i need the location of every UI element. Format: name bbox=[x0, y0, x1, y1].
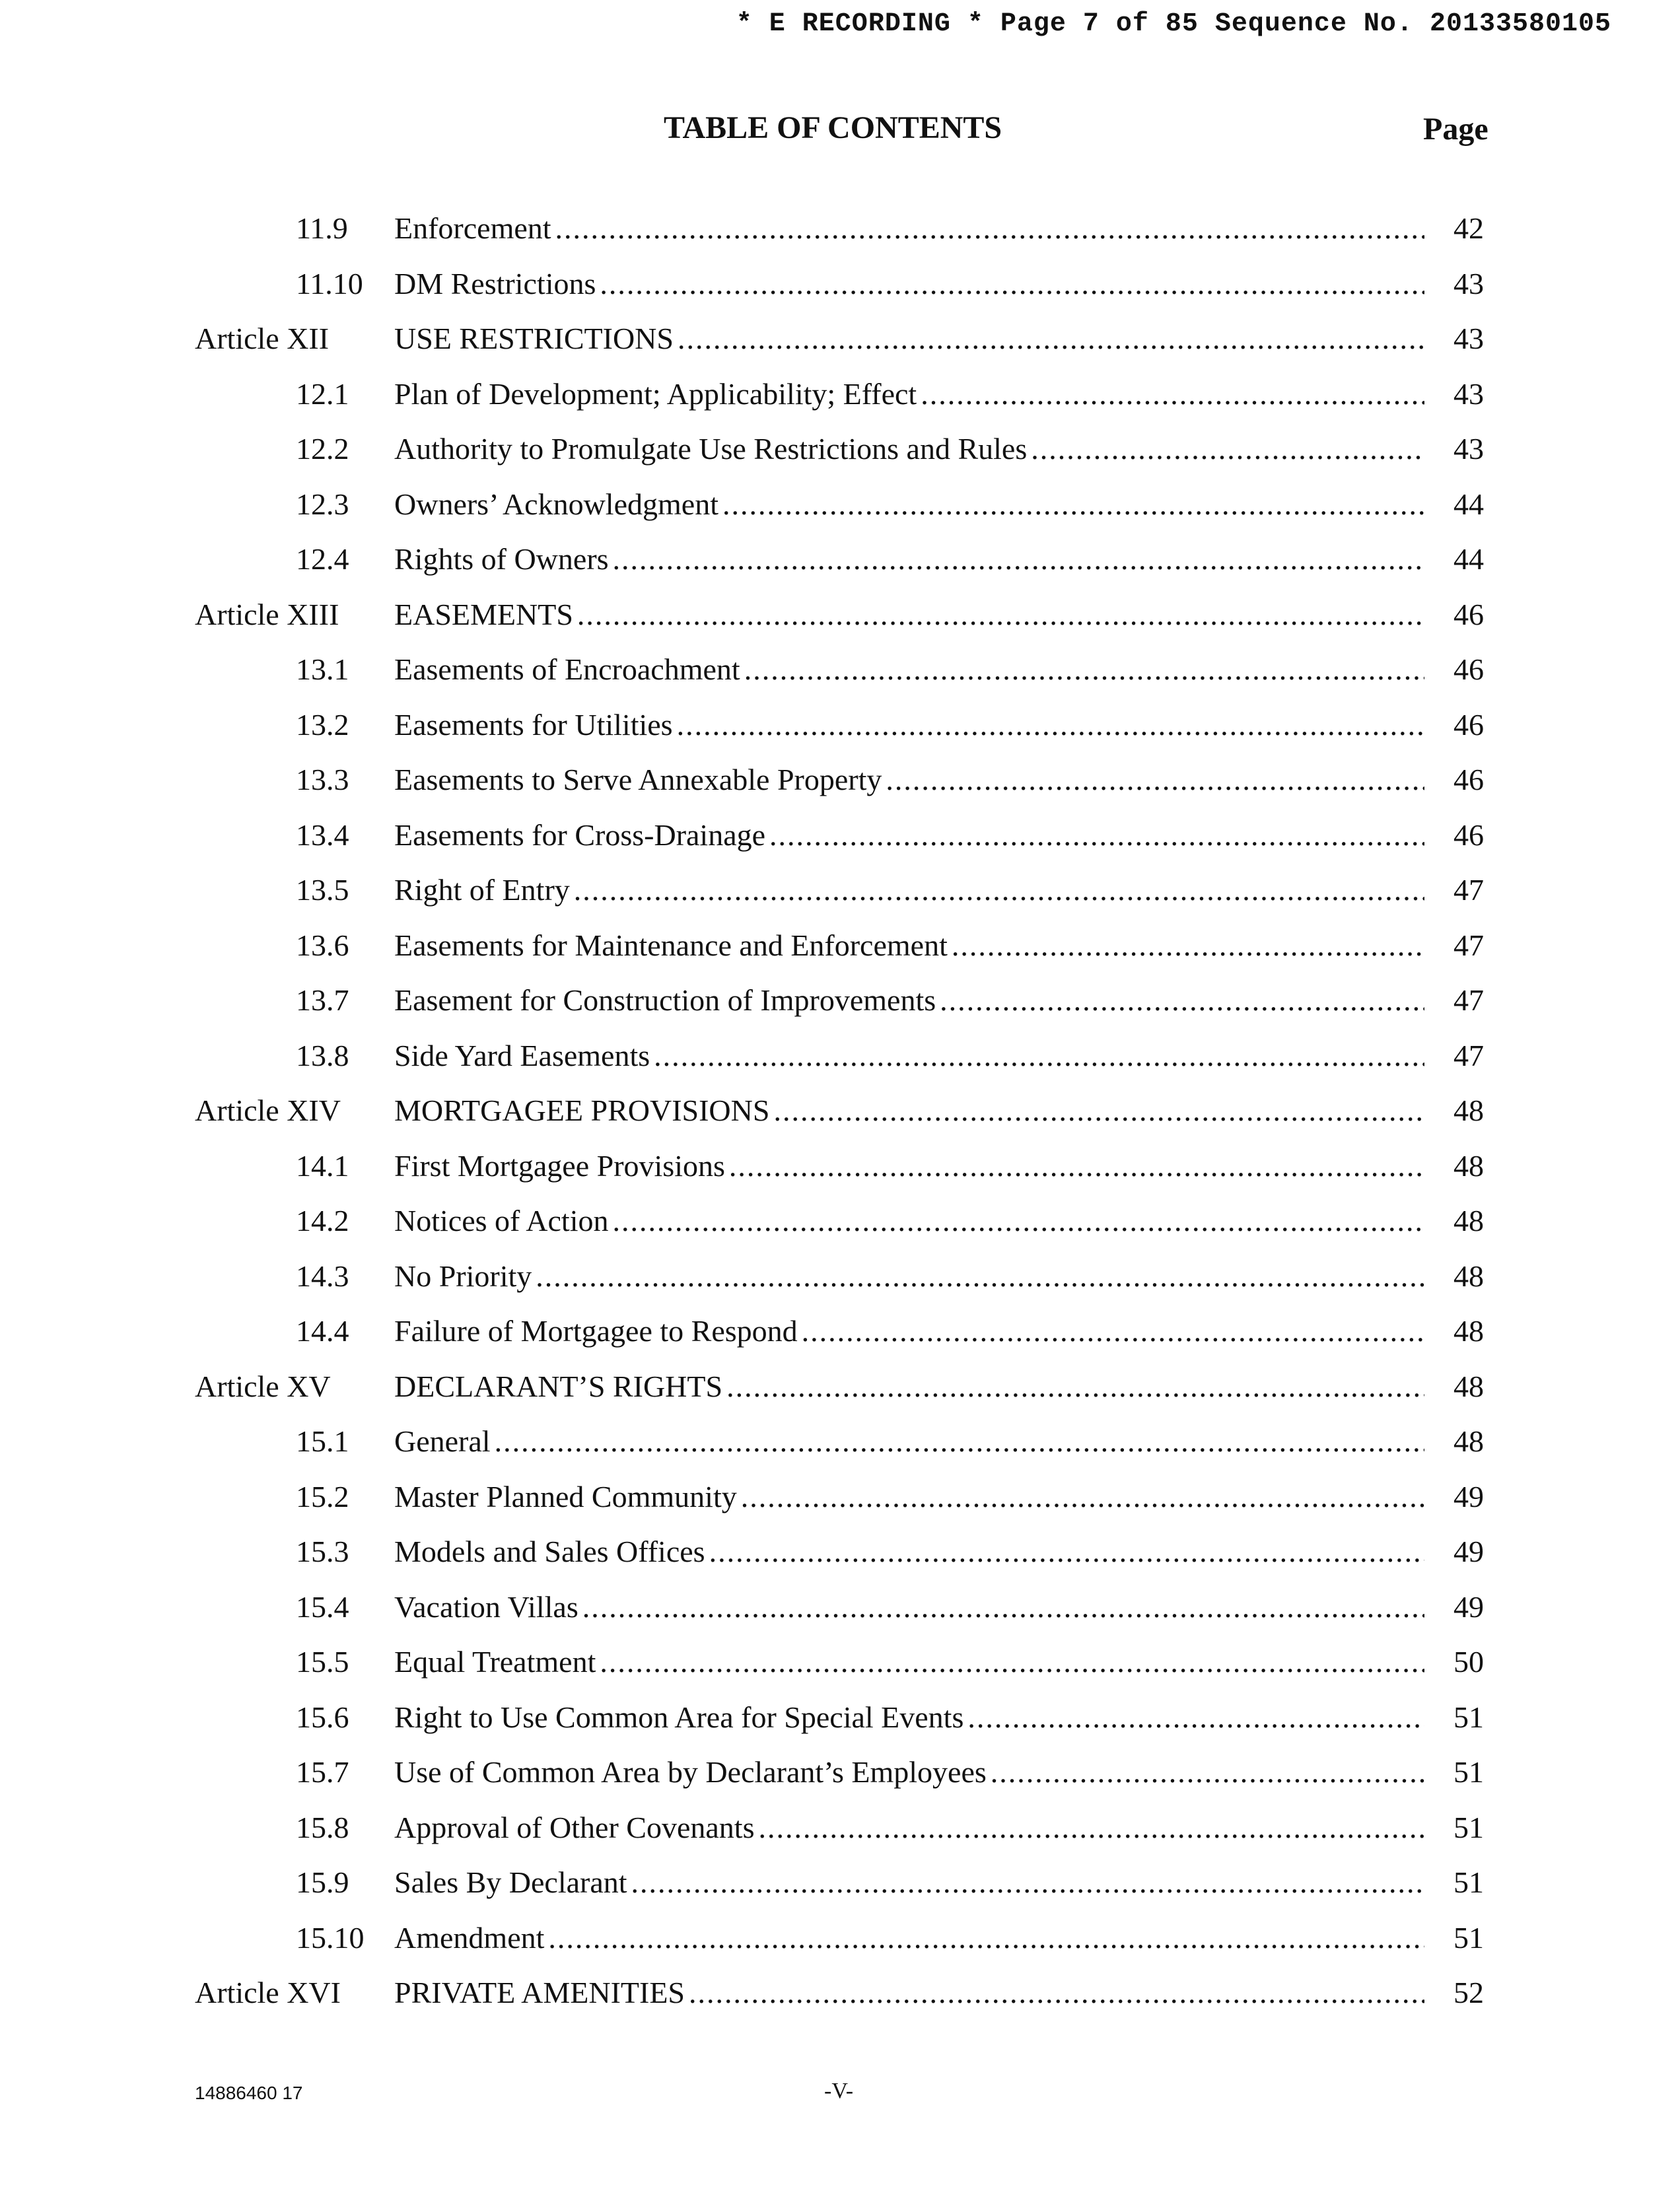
toc-section-row bbox=[0, 1532, 1680, 1587]
dot-leader bbox=[600, 264, 1424, 304]
toc-entry-number: Article XV bbox=[195, 1369, 331, 1403]
toc-entry-title: Right to Use Common Area for Special Events bbox=[394, 1698, 967, 1737]
toc-entry-number: 15.10 bbox=[296, 1920, 365, 1955]
toc-entry-title: Side Yard Easements bbox=[394, 1036, 654, 1076]
toc-section-row bbox=[0, 1863, 1680, 1918]
dot-leader bbox=[802, 1311, 1424, 1351]
toc-entry-leader bbox=[394, 816, 1424, 855]
toc-entry-leader bbox=[394, 1753, 1424, 1792]
toc-entry-page: 46 bbox=[1453, 817, 1484, 852]
toc-entry-number: 13.1 bbox=[296, 652, 349, 686]
toc-entry-page: 50 bbox=[1453, 1645, 1484, 1679]
toc-entry-leader bbox=[394, 1918, 1424, 1958]
toc-entry-page: 51 bbox=[1453, 1920, 1484, 1955]
toc-entry-number: 14.4 bbox=[296, 1314, 349, 1348]
toc-section-row bbox=[0, 209, 1680, 264]
toc-entry-leader bbox=[394, 429, 1424, 469]
toc-section-row bbox=[0, 374, 1680, 430]
dot-leader bbox=[613, 539, 1424, 579]
toc-entry-leader bbox=[394, 209, 1424, 248]
toc-entry-title: General bbox=[394, 1422, 495, 1461]
dot-leader bbox=[921, 374, 1424, 414]
toc-entry-number: 15.9 bbox=[296, 1865, 349, 1899]
toc-entry-page: 51 bbox=[1453, 1810, 1484, 1844]
toc-entry-number: 11.9 bbox=[296, 211, 348, 245]
toc-entry-number: 14.3 bbox=[296, 1259, 349, 1293]
toc-entry-page: 43 bbox=[1453, 322, 1484, 355]
toc-entry-title: Plan of Development; Applicability; Effect bbox=[394, 374, 921, 414]
toc-entry-number: 14.2 bbox=[296, 1204, 349, 1237]
toc-entry-number: 13.3 bbox=[296, 763, 349, 796]
toc-entry-number: 12.4 bbox=[296, 542, 349, 576]
toc-entry-leader bbox=[394, 650, 1424, 689]
toc-entry-leader bbox=[394, 760, 1424, 800]
toc-entry-page: 44 bbox=[1453, 487, 1484, 521]
toc-entry-number: Article XIV bbox=[195, 1094, 341, 1127]
toc-entry-title: Easements of Encroachment bbox=[394, 650, 744, 689]
toc-section-row bbox=[0, 429, 1680, 485]
toc-entry-title: PRIVATE AMENITIES bbox=[394, 1973, 689, 2013]
toc-entry-number: 15.1 bbox=[296, 1424, 349, 1458]
toc-section-row bbox=[0, 1257, 1680, 1312]
dot-leader bbox=[1031, 429, 1424, 469]
toc-entry-title: Easements for Maintenance and Enforcement bbox=[394, 926, 952, 965]
toc-section-row bbox=[0, 870, 1680, 926]
toc-section-row bbox=[0, 1698, 1680, 1753]
recording-header: * E RECORDING * Page 7 of 85 Sequence No. 20133580105 bbox=[736, 9, 1611, 39]
toc-section-row bbox=[0, 539, 1680, 595]
toc-article-row bbox=[0, 1973, 1680, 2029]
toc-entry-leader bbox=[394, 1532, 1424, 1572]
toc-entry-page: 42 bbox=[1453, 211, 1484, 245]
toc-section-row bbox=[0, 650, 1680, 705]
toc-entry-page: 47 bbox=[1453, 1038, 1484, 1072]
toc-entry-title: USE RESTRICTIONS bbox=[394, 319, 678, 359]
toc-entry-number: 15.3 bbox=[296, 1535, 349, 1568]
toc-entry-title: Easements for Cross-Drainage bbox=[394, 816, 769, 855]
footer-doc-number: 14886460 17 bbox=[195, 2083, 303, 2103]
dot-leader bbox=[654, 1036, 1424, 1076]
toc-entry-title: EASEMENTS bbox=[394, 595, 577, 635]
dot-leader bbox=[769, 816, 1424, 855]
toc-entry-page: 49 bbox=[1453, 1589, 1484, 1624]
toc-section-row bbox=[0, 926, 1680, 981]
toc-entry-title: Easements for Utilities bbox=[394, 705, 677, 745]
toc-entry-number: 11.10 bbox=[296, 266, 363, 300]
dot-leader bbox=[709, 1532, 1424, 1572]
toc-entry-page: 46 bbox=[1453, 652, 1484, 686]
toc-entry-title: Right of Entry bbox=[394, 870, 574, 910]
dot-leader bbox=[744, 650, 1424, 689]
toc-entry-page: 48 bbox=[1453, 1148, 1484, 1183]
page-title: TABLE OF CONTENTS bbox=[664, 110, 1002, 145]
toc-entry-leader bbox=[394, 1257, 1424, 1296]
toc-section-row bbox=[0, 1808, 1680, 1863]
toc-section-row bbox=[0, 1587, 1680, 1643]
toc-entry-page: 49 bbox=[1453, 1535, 1484, 1568]
toc-article-row bbox=[0, 319, 1680, 374]
toc-entry-leader bbox=[394, 1642, 1424, 1682]
toc-entry-title: Owners’ Acknowledgment bbox=[394, 485, 722, 524]
toc-entry-title: Equal Treatment bbox=[394, 1642, 600, 1682]
toc-entry-number: 13.2 bbox=[296, 707, 349, 742]
toc-entry-title: MORTGAGEE PROVISIONS bbox=[394, 1091, 773, 1130]
toc-section-row bbox=[0, 1477, 1680, 1533]
dot-leader bbox=[678, 319, 1424, 359]
toc-entry-title: Master Planned Community bbox=[394, 1477, 741, 1517]
dot-leader bbox=[773, 1091, 1424, 1130]
toc-entry-leader bbox=[394, 1422, 1424, 1461]
dot-leader bbox=[940, 981, 1424, 1020]
dot-leader bbox=[722, 485, 1424, 524]
toc-entry-number: 15.5 bbox=[296, 1645, 349, 1679]
toc-entry-page: 47 bbox=[1453, 928, 1484, 962]
dot-leader bbox=[600, 1642, 1424, 1682]
toc-entry-title: Easements to Serve Annexable Property bbox=[394, 760, 886, 800]
toc-section-row bbox=[0, 1422, 1680, 1477]
toc-entry-number: 12.2 bbox=[296, 432, 349, 466]
toc-entry-page: 51 bbox=[1453, 1865, 1484, 1899]
toc-section-row bbox=[0, 981, 1680, 1036]
toc-entry-leader bbox=[394, 1863, 1424, 1902]
dot-leader bbox=[677, 705, 1424, 745]
toc-entry-leader bbox=[394, 374, 1424, 414]
page-column-heading: Page bbox=[1423, 112, 1488, 147]
toc-section-row bbox=[0, 264, 1680, 320]
toc-entry-title: Vacation Villas bbox=[394, 1587, 582, 1627]
toc-entry-title: Notices of Action bbox=[394, 1201, 613, 1241]
toc-article-row bbox=[0, 595, 1680, 650]
toc-entry-number: 13.5 bbox=[296, 873, 349, 907]
toc-entry-number: 13.6 bbox=[296, 928, 349, 962]
toc-entry-title: Use of Common Area by Declarant’s Employees bbox=[394, 1753, 991, 1792]
toc-entry-leader bbox=[394, 981, 1424, 1020]
dot-leader bbox=[495, 1422, 1424, 1461]
toc-entry-page: 48 bbox=[1453, 1094, 1484, 1127]
toc-entry-number: 13.4 bbox=[296, 817, 349, 852]
toc-entry-title: DM Restrictions bbox=[394, 264, 600, 304]
toc-entry-title: Rights of Owners bbox=[394, 539, 613, 579]
dot-leader bbox=[555, 209, 1424, 248]
toc-entry-page: 48 bbox=[1453, 1314, 1484, 1348]
toc-entry-title: First Mortgagee Provisions bbox=[394, 1146, 729, 1186]
toc-entry-page: 46 bbox=[1453, 707, 1484, 742]
toc-entry-title: Models and Sales Offices bbox=[394, 1532, 709, 1572]
toc-entry-leader bbox=[394, 485, 1424, 524]
toc-entry-title: Enforcement bbox=[394, 209, 555, 248]
dot-leader bbox=[741, 1477, 1424, 1517]
toc-entry-page: 49 bbox=[1453, 1479, 1484, 1513]
toc-article-row bbox=[0, 1367, 1680, 1422]
toc-entry-leader bbox=[394, 1973, 1424, 2013]
toc-entry-leader bbox=[394, 1808, 1424, 1848]
toc-entry-number: 15.7 bbox=[296, 1755, 349, 1789]
toc-entry-number: 12.1 bbox=[296, 376, 349, 411]
toc-entry-page: 43 bbox=[1453, 266, 1484, 300]
toc-entry-leader bbox=[394, 1477, 1424, 1517]
dot-leader bbox=[613, 1201, 1425, 1241]
toc-list bbox=[0, 209, 1680, 2029]
toc-entry-leader bbox=[394, 870, 1424, 910]
dot-leader bbox=[631, 1863, 1424, 1902]
toc-entry-number: 12.3 bbox=[296, 487, 349, 521]
toc-entry-number: 15.2 bbox=[296, 1479, 349, 1513]
toc-entry-leader bbox=[394, 319, 1424, 359]
toc-entry-leader bbox=[394, 1367, 1424, 1406]
toc-entry-leader bbox=[394, 1587, 1424, 1627]
toc-entry-leader bbox=[394, 1311, 1424, 1351]
toc-entry-number: 15.4 bbox=[296, 1589, 349, 1624]
dot-leader bbox=[952, 926, 1424, 965]
toc-section-row bbox=[0, 705, 1680, 761]
dot-leader bbox=[536, 1257, 1424, 1296]
toc-entry-page: 43 bbox=[1453, 432, 1484, 466]
toc-entry-page: 51 bbox=[1453, 1700, 1484, 1734]
dot-leader bbox=[729, 1146, 1424, 1186]
toc-entry-leader bbox=[394, 595, 1424, 635]
dot-leader bbox=[689, 1973, 1424, 2013]
toc-entry-number: Article XVI bbox=[195, 1976, 341, 2009]
toc-entry-title: Amendment bbox=[394, 1918, 548, 1958]
toc-section-row bbox=[0, 1201, 1680, 1257]
toc-section-row bbox=[0, 485, 1680, 540]
toc-entry-leader bbox=[394, 1146, 1424, 1186]
toc-entry-page: 51 bbox=[1453, 1755, 1484, 1789]
dot-leader bbox=[991, 1753, 1424, 1792]
toc-entry-page: 47 bbox=[1453, 873, 1484, 907]
toc-entry-number: 15.8 bbox=[296, 1810, 349, 1844]
toc-entry-leader bbox=[394, 926, 1424, 965]
dot-leader bbox=[886, 760, 1424, 800]
toc-entry-number: 13.7 bbox=[296, 983, 349, 1017]
toc-section-row bbox=[0, 1146, 1680, 1202]
dot-leader bbox=[726, 1367, 1424, 1406]
toc-entry-page: 46 bbox=[1453, 597, 1484, 631]
toc-entry-number: Article XIII bbox=[195, 597, 339, 631]
toc-entry-page: 48 bbox=[1453, 1204, 1484, 1237]
toc-section-row bbox=[0, 1036, 1680, 1092]
toc-entry-page: 48 bbox=[1453, 1369, 1484, 1403]
toc-entry-title: Easement for Construction of Improvements bbox=[394, 981, 940, 1020]
toc-entry-leader bbox=[394, 1036, 1424, 1076]
toc-entry-page: 52 bbox=[1453, 1976, 1484, 2009]
toc-entry-number: 15.6 bbox=[296, 1700, 349, 1734]
toc-entry-leader bbox=[394, 264, 1424, 304]
toc-entry-page: 43 bbox=[1453, 376, 1484, 411]
toc-entry-title: DECLARANT’S RIGHTS bbox=[394, 1367, 726, 1406]
toc-entry-page: 46 bbox=[1453, 763, 1484, 796]
toc-entry-number: 13.8 bbox=[296, 1038, 349, 1072]
toc-entry-page: 44 bbox=[1453, 542, 1484, 576]
toc-section-row bbox=[0, 1918, 1680, 1974]
toc-section-row bbox=[0, 760, 1680, 816]
toc-entry-number: 14.1 bbox=[296, 1148, 349, 1183]
dot-leader bbox=[759, 1808, 1425, 1848]
toc-entry-title: Authority to Promulgate Use Restrictions and Rules bbox=[394, 429, 1031, 469]
toc-entry-title: Failure of Mortgagee to Respond bbox=[394, 1311, 802, 1351]
dot-leader bbox=[548, 1918, 1424, 1958]
dot-leader bbox=[574, 870, 1424, 910]
toc-entry-number: Article XII bbox=[195, 322, 330, 355]
toc-section-row bbox=[0, 816, 1680, 871]
toc-entry-leader bbox=[394, 705, 1424, 745]
toc-entry-title: No Priority bbox=[394, 1257, 536, 1296]
toc-entry-page: 47 bbox=[1453, 983, 1484, 1017]
dot-leader bbox=[577, 595, 1424, 635]
toc-entry-title: Sales By Declarant bbox=[394, 1863, 631, 1902]
toc-entry-leader bbox=[394, 1698, 1424, 1737]
toc-entry-leader bbox=[394, 1201, 1424, 1241]
toc-section-row bbox=[0, 1753, 1680, 1808]
toc-entry-title: Approval of Other Covenants bbox=[394, 1808, 759, 1848]
dot-leader bbox=[967, 1698, 1424, 1737]
toc-entry-page: 48 bbox=[1453, 1259, 1484, 1293]
toc-article-row bbox=[0, 1091, 1680, 1146]
toc-section-row bbox=[0, 1311, 1680, 1367]
footer-page-number: -V- bbox=[824, 2079, 854, 2103]
toc-entry-leader bbox=[394, 539, 1424, 579]
toc-entry-leader bbox=[394, 1091, 1424, 1130]
dot-leader bbox=[582, 1587, 1424, 1627]
toc-section-row bbox=[0, 1642, 1680, 1698]
toc-entry-page: 48 bbox=[1453, 1424, 1484, 1458]
